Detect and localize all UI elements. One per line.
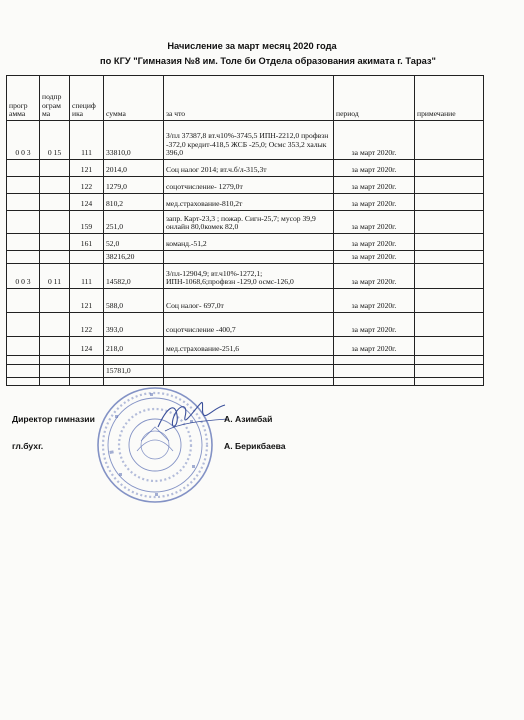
cell-period: за март 2020г. [334,234,415,251]
cell-note [415,365,484,378]
cell-program [7,160,40,177]
table-header-row [7,76,484,121]
cell-note [415,211,484,234]
cell-sum: 1279,0 [104,177,164,194]
table-row [7,356,484,365]
cell-period: за март 2020г. [334,264,415,289]
cell-note [415,264,484,289]
cell-note [415,121,484,160]
cell-note [415,313,484,337]
cell-period [334,365,415,378]
director-name: А. Азимбай [224,414,273,424]
cell-period: за март 2020г. [334,289,415,313]
cell-subprogram [40,365,70,378]
cell-description [164,251,334,264]
cell-subprogram [40,177,70,194]
cell-note [415,289,484,313]
cell-subprogram [40,337,70,356]
cell-note [415,194,484,211]
col-header-note: примечание [415,76,484,121]
accountant-title: гл.бухг. [12,441,44,451]
cell-specifics: 121 [70,289,104,313]
cell-program [7,251,40,264]
cell-subprogram [40,160,70,177]
cell-note [415,356,484,365]
cell-description: команд.-51,2 [164,234,334,251]
cell-program: 0 0 3 [7,121,40,160]
cell-sum: 33810,0 [104,121,164,160]
cell-specifics [70,365,104,378]
accountant-name: А. Берикбаева [224,441,286,451]
cell-description: соцотчисление -400,7 [164,313,334,337]
table-row [7,378,484,386]
cell-subprogram [40,251,70,264]
table-row [7,160,484,177]
cell-subprogram [40,234,70,251]
cell-subprogram [40,378,70,386]
cell-note [415,177,484,194]
cell-period [334,378,415,386]
cell-description: запр. Карт-23,3 ; пожар. Сигн-25,7; мусор 39,9 онлайн 80,0комек 82,0 [164,211,334,234]
table-row [7,194,484,211]
cell-description: мед.страхование-810,2т [164,194,334,211]
cell-program [7,378,40,386]
cell-specifics [70,251,104,264]
cell-program [7,194,40,211]
cell-program [7,337,40,356]
cell-subprogram [40,194,70,211]
table-row [7,365,484,378]
cell-program [7,313,40,337]
cell-period: за март 2020г. [334,177,415,194]
cell-sum: 15781,0 [104,365,164,378]
cell-program [7,177,40,194]
cell-program [7,211,40,234]
cell-specifics [70,356,104,365]
cell-description: Соц налог- 697,0т [164,289,334,313]
table-row [7,289,484,313]
cell-note [415,160,484,177]
cell-program [7,356,40,365]
cell-sum [104,356,164,365]
col-header-sum: сумма [104,76,164,121]
cell-description: З/пл-12904,9; вт.ч10%-1272,1; ИПН-1068,6;профвзн -129,0 осмс-126,0 [164,264,334,289]
cell-specifics: 122 [70,313,104,337]
cell-specifics: 111 [70,264,104,289]
cell-program: 0 0 3 [7,264,40,289]
accrual-table [6,75,484,386]
cell-period: за март 2020г. [334,211,415,234]
cell-period: за март 2020г. [334,160,415,177]
cell-note [415,251,484,264]
cell-sum: 810,2 [104,194,164,211]
table-row [7,337,484,356]
cell-period: за март 2020г. [334,337,415,356]
cell-program [7,289,40,313]
cell-note [415,337,484,356]
cell-sum: 14582,0 [104,264,164,289]
col-header-program: прогр амма [7,76,40,121]
table-row [7,211,484,234]
cell-program [7,234,40,251]
cell-note [415,378,484,386]
cell-specifics: 122 [70,177,104,194]
table-row [7,313,484,337]
cell-description: соцотчисление- 1279,0т [164,177,334,194]
cell-sum: 52,0 [104,234,164,251]
cell-subprogram [40,211,70,234]
cell-description: мед.страхование-251,6 [164,337,334,356]
cell-specifics: 124 [70,337,104,356]
cell-specifics: 161 [70,234,104,251]
table-row [7,251,484,264]
document-subtitle: по КГУ "Гимназия №8 им. Толе би Отдела образования акимата г. Тараз" [100,56,436,66]
cell-period: за март 2020г. [334,121,415,160]
cell-subprogram: 0 11 [40,264,70,289]
cell-sum: 2014,0 [104,160,164,177]
cell-specifics: 111 [70,121,104,160]
director-title: Директор гимназии [12,414,95,424]
cell-subprogram [40,289,70,313]
cell-subprogram: 0 15 [40,121,70,160]
cell-subprogram [40,313,70,337]
cell-description: Соц налог 2014; вт.ч.б/л-315,3т [164,160,334,177]
cell-period: за март 2020г. [334,313,415,337]
cell-period: за март 2020г. [334,251,415,264]
table-row [7,234,484,251]
document-title: Начисление за март месяц 2020 года [167,41,337,51]
cell-description: З/пл 37387,8 вт.ч10%-3745,5 ИПН-2212,0 профвзн -372,0 кредит-418,5 ЖСБ -25,0; Осмс 353,2 халык 396,0 [164,121,334,160]
table-row [7,264,484,289]
cell-note [415,234,484,251]
cell-specifics: 124 [70,194,104,211]
table-row [7,177,484,194]
cell-period: за март 2020г. [334,194,415,211]
col-header-specifics: специф ика [70,76,104,121]
cell-description [164,365,334,378]
cell-sum: 251,0 [104,211,164,234]
col-header-description: за что [164,76,334,121]
director-signature [155,397,230,437]
col-header-subprogram: подпр ограм ма [40,76,70,121]
table-row [7,121,484,160]
cell-sum: 588,0 [104,289,164,313]
cell-description [164,356,334,365]
cell-subprogram [40,356,70,365]
cell-specifics: 121 [70,160,104,177]
cell-period [334,356,415,365]
cell-sum: 218,0 [104,337,164,356]
cell-sum: 393,0 [104,313,164,337]
cell-program [7,365,40,378]
cell-specifics: 159 [70,211,104,234]
cell-sum: 38216,20 [104,251,164,264]
col-header-period: период [334,76,415,121]
